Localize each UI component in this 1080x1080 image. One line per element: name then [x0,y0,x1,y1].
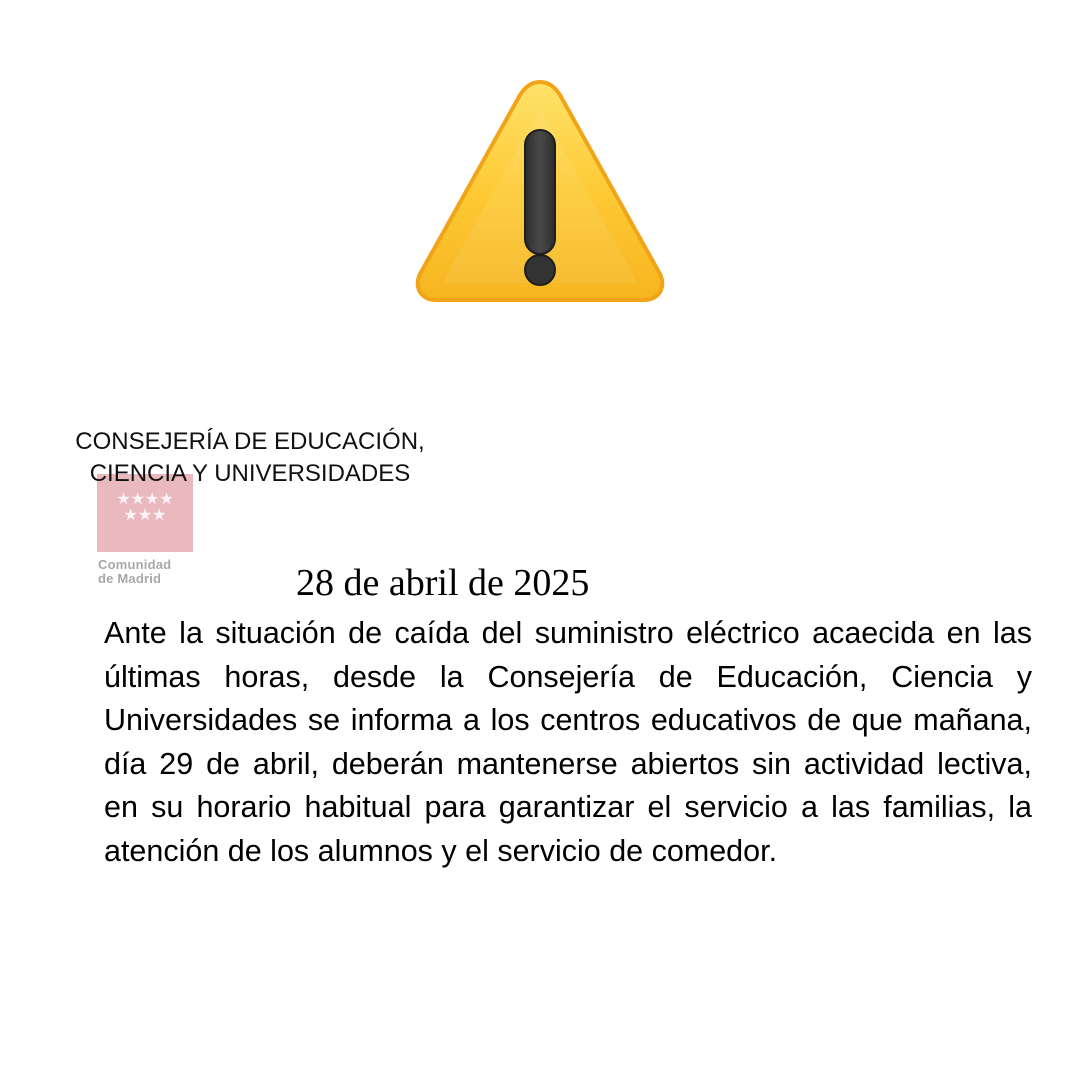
department-line-2: CIENCIA Y UNIVERSIDADES [89,460,411,487]
notice-date: 28 de abril de 2025 [296,562,590,604]
notice-body: Ante la situación de caída del suministro eléctrico acaecida en las últimas horas, desde la Consejería de Educación, Ciencia y Universidades se informa a los centros educativos de que mañana, día 29 de abril, deberán mantenerse abiertos sin actividad lectiva, en su horario habitual para garantizar el servicio a las familias, la atención de los alumnos y el servicio de comedor. [104,616,1032,868]
department-line-1: CONSEJERÍA DE EDUCACIÓN, [75,428,425,455]
exclamation-dot [525,255,555,285]
logo-caption-line-2: de Madrid [98,571,162,586]
svg-text:★★★: ★★★ [123,505,167,524]
department-heading [20,426,480,490]
exclamation-bar [525,130,555,254]
svg-text:★★★★: ★★★★ [116,489,174,508]
logo-caption [98,558,208,586]
logo-caption-line-1: Comunidad [98,557,172,572]
warning-icon [412,78,668,306]
